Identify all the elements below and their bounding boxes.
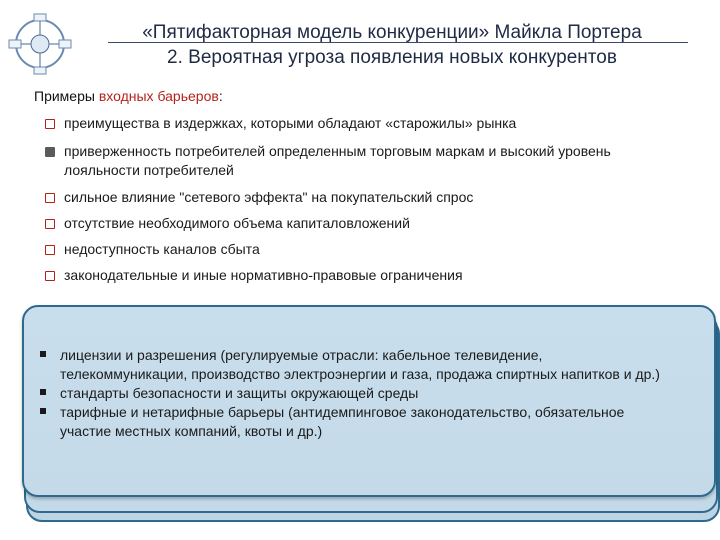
bullet-icon [45, 119, 55, 129]
bullet-icon [45, 147, 55, 157]
square-bullet-icon [40, 389, 46, 395]
regulatory-text: лицензии и разрешения (регулируемые отрасли: кабельное телевидение, телекоммуникации, производство электроэнергии и газа, продажа спиртных напитков и др.) [60, 347, 660, 382]
barrier-text: приверженность потребителей определенным торговым маркам и высокий уровень лояльности потребителей [64, 143, 611, 178]
intro-prefix: Примеры [34, 88, 99, 104]
intro-text [34, 88, 223, 104]
title-line-1: «Пятифакторная модель конкуренции» Майкла Портера [142, 22, 642, 43]
bullet-icon [45, 271, 55, 281]
barrier-item [42, 188, 682, 207]
title-line-2: 2. Вероятная угроза появления новых конкурентов [167, 47, 617, 68]
barrier-item [42, 114, 682, 133]
intro-suffix: : [218, 88, 223, 104]
intro-accent: входных барьеров [98, 88, 219, 104]
barrier-text: сильное влияние "сетевого эффекта" на покупательский спрос [64, 189, 474, 205]
barrier-text: законодательные и иные нормативно-правовые ограничения [64, 267, 463, 283]
bullet-icon [45, 245, 55, 255]
barrier-item [42, 214, 682, 233]
barrier-item [42, 142, 682, 180]
slide-title [92, 20, 692, 70]
barrier-text: недоступность каналов сбыта [64, 241, 260, 257]
regulatory-item [40, 403, 660, 441]
barrier-text: преимущества в издержках, которыми обладают «старожилы» рынка [64, 115, 517, 131]
regulatory-list [40, 346, 660, 441]
square-bullet-icon [40, 408, 46, 414]
bullet-icon [45, 193, 55, 203]
regulatory-text: тарифные и нетарифные барьеры (антидемпинговое законодательство, обязательное участие местных компаний, квоты и др.) [60, 404, 625, 439]
barrier-list [42, 114, 682, 285]
title-divider [108, 42, 688, 43]
five-forces-logo [8, 12, 72, 76]
barrier-item [42, 240, 682, 259]
barrier-text: отсутствие необходимого объема капиталовложений [64, 215, 410, 231]
square-bullet-icon [40, 351, 46, 357]
barrier-item [42, 266, 682, 285]
bullet-icon [45, 219, 55, 229]
regulatory-item [40, 346, 660, 384]
regulatory-item [40, 384, 660, 403]
regulatory-text: стандарты безопасности и защиты окружающей среды [60, 385, 419, 401]
